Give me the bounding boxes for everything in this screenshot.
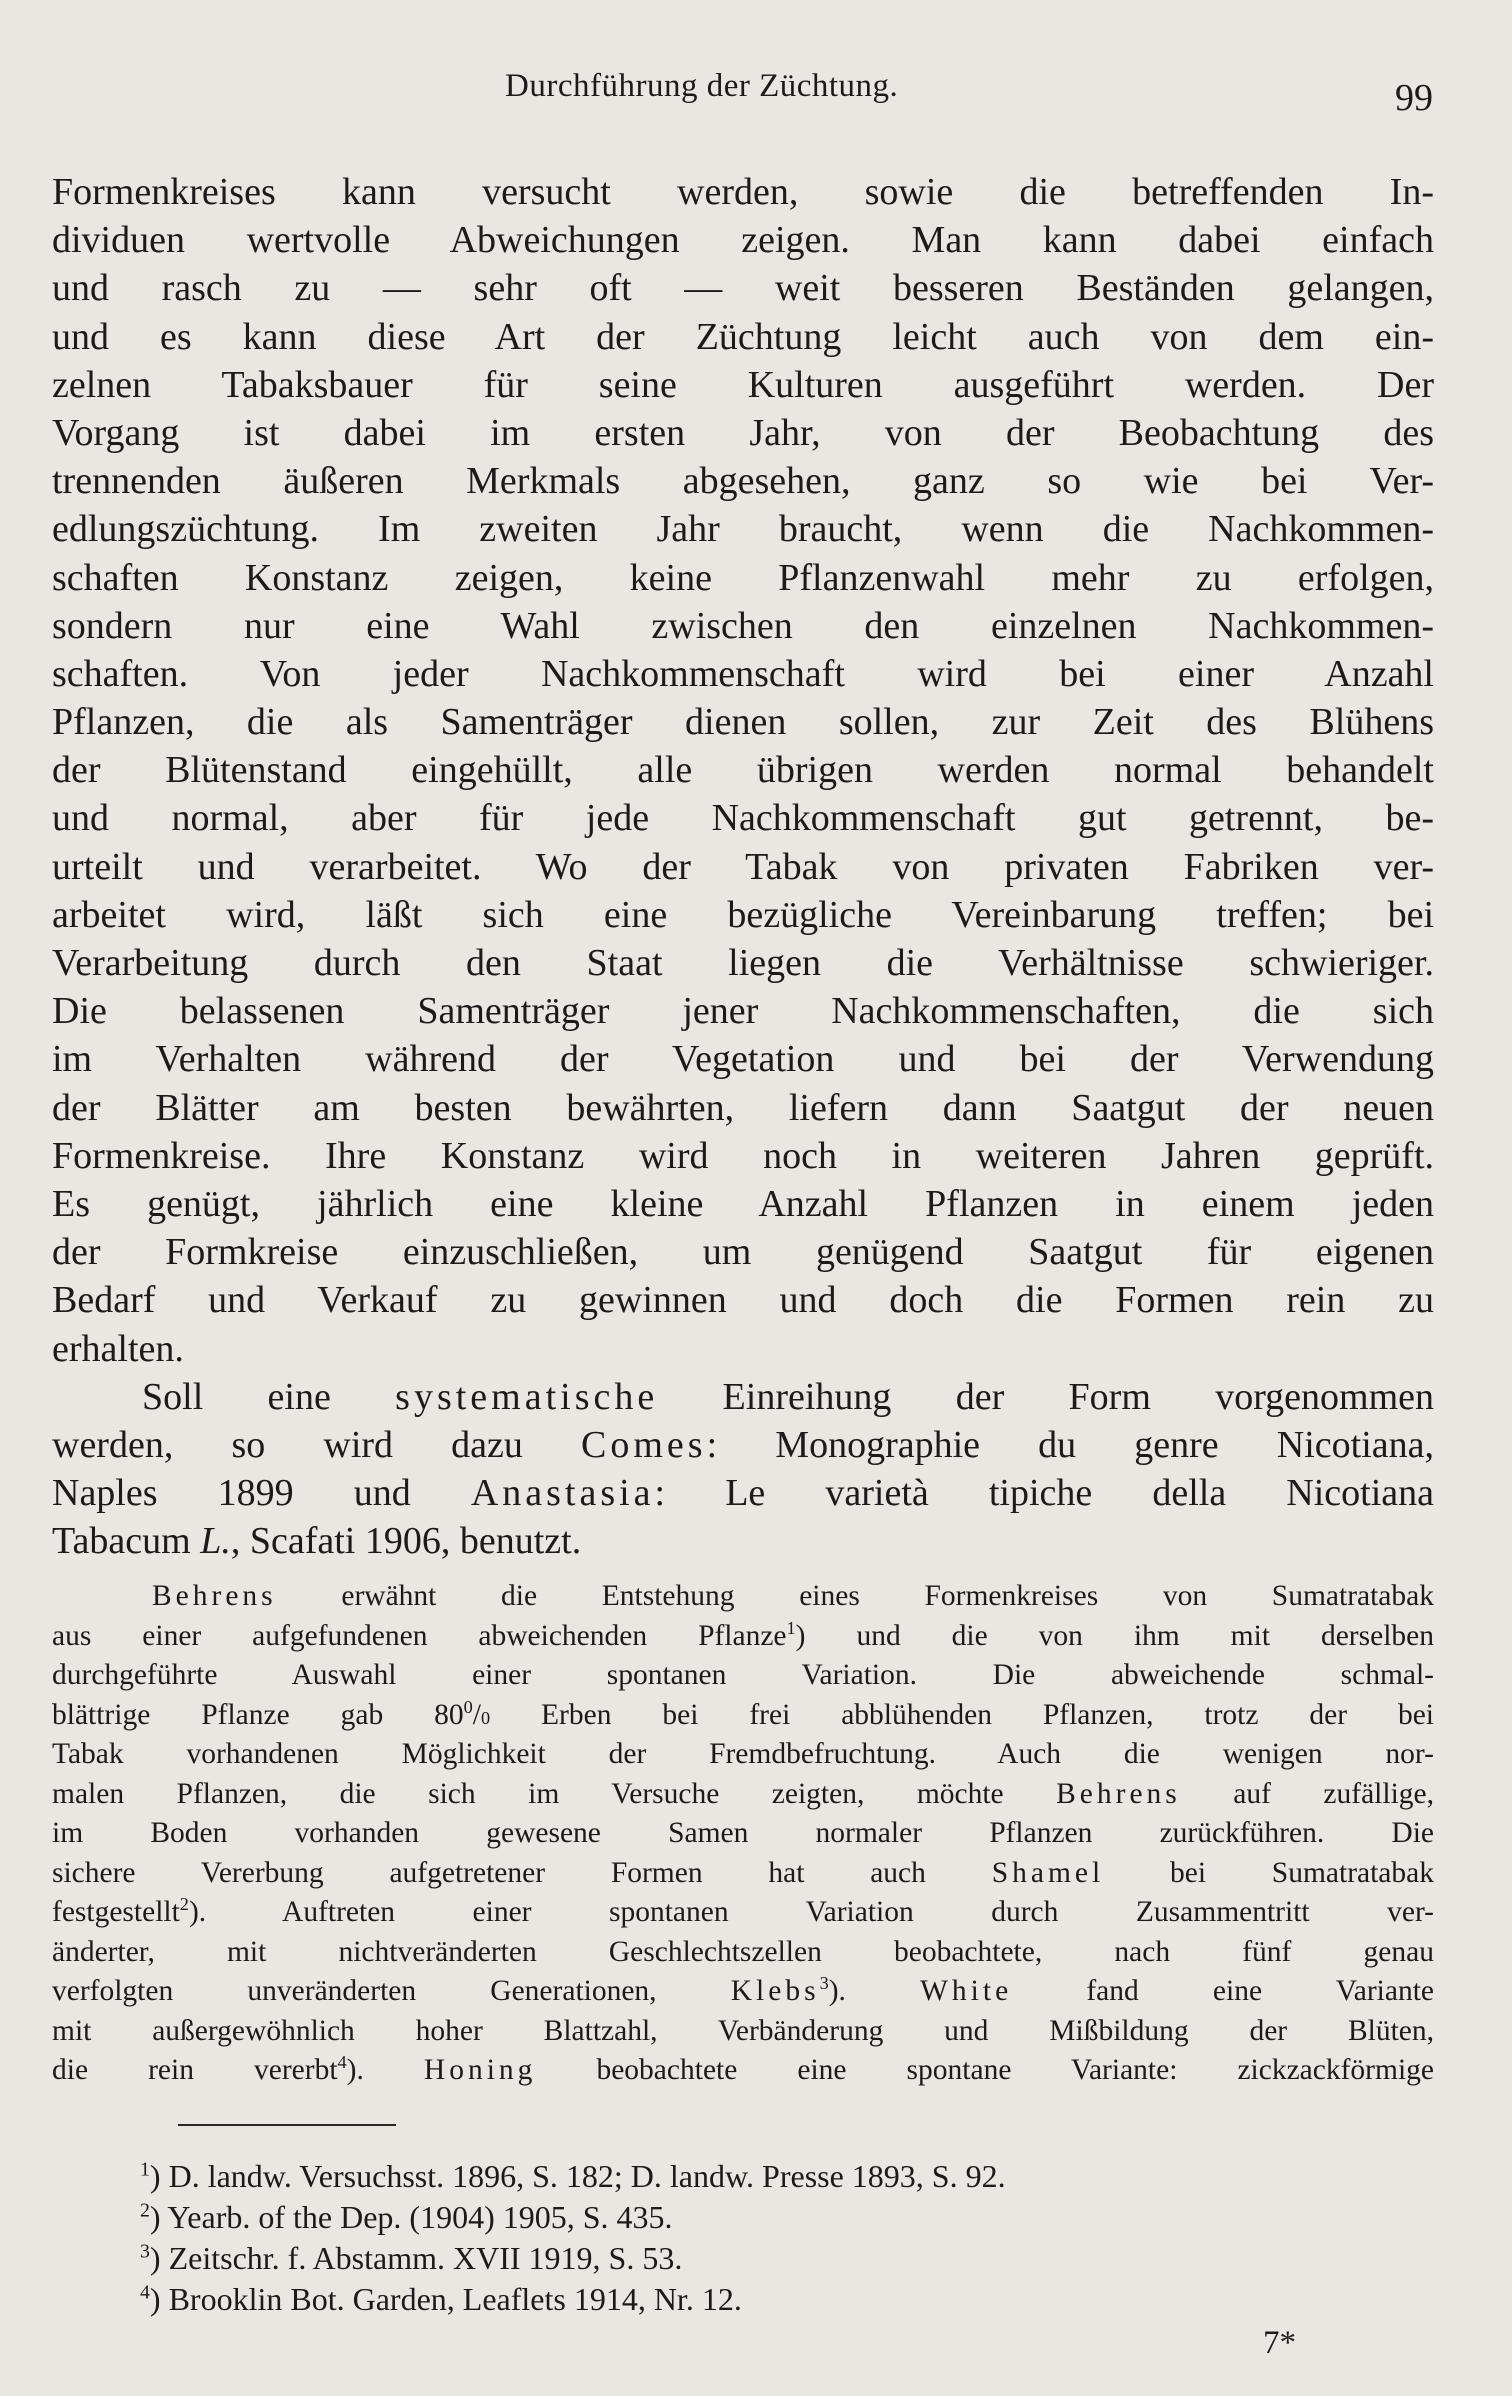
footnote-text: ) Zeitschr. f. Abstamm. XVII 1919, S. 53. (149, 2240, 683, 2276)
text-line: schaften. Von jeder Nachkommenschaft wird bei einer Anzahl (52, 652, 1434, 695)
text-run: fand eine Variante (1012, 1975, 1434, 2008)
author-name: White (920, 1975, 1013, 2008)
footnote-text: ) Brooklin Bot. Garden, Leaflets 1914, Nr. 12. (149, 2281, 742, 2317)
text-line: Formenkreise. Ihre Konstanz wird noch in weiteren Jahren geprüft. (52, 1134, 1434, 1177)
small-text-line: mit außergewöhnlich hoher Blattzahl, Verbänderung und Mißbildung der Blüten, (52, 2014, 1434, 2047)
text-line (52, 1373, 1434, 1421)
text-run: sichere Vererbung aufgetretener Formen hat auch (52, 1856, 992, 1889)
text-line: Es genügt, jährlich eine kleine Anzahl Pflanzen in einem jeden (52, 1182, 1434, 1225)
italic-abbreviation: L. (200, 1520, 231, 1563)
footnote-text: ) D. landw. Versuchsst. 1896, S. 182; D. landw. Presse 1893, S. 92. (149, 2158, 1006, 2194)
text-run: blättrige Pflanze gab 80 (52, 1698, 464, 1731)
text-line: edlungszüchtung. Im zweiten Jahr braucht, wenn die Nachkommen- (52, 508, 1434, 551)
main-paragraph (52, 168, 1434, 1565)
text-run: , Scafati 1906, benutzt. (230, 1520, 582, 1563)
text-line: Verarbeitung durch den Staat liegen die Verhältnisse schwieriger. (52, 942, 1434, 984)
spaced-term: systematische (395, 1375, 659, 1418)
text-run: auf zufällige, (1180, 1777, 1434, 1810)
text-run: bei Sumatratabak (1104, 1856, 1434, 1889)
running-title: Durchführung der Züchtung. (505, 68, 899, 104)
text-run: ). Auftreten einer spontanen Variation durch Zusammentritt ver- (188, 1896, 1434, 1929)
author-name: Honing (423, 2054, 537, 2087)
small-text-line (52, 1617, 1434, 1657)
author-name: Comes (581, 1423, 707, 1466)
text-line: der Blütenstand eingehüllt, alle übrigen werden normal behandelt (52, 749, 1434, 792)
percent-sub: 0 (480, 1707, 491, 1728)
text-run: aus einer aufgefundenen abweichenden Pflanze (52, 1619, 787, 1652)
text-line: Die belassenen Samenträger jener Nachkommenschaften, die sich (52, 990, 1434, 1033)
footnote-ref: 2 (179, 1894, 189, 1915)
text-run: Soll eine (142, 1375, 396, 1418)
footnote-ref: 3 (819, 1973, 829, 1994)
footnote-divider (178, 2124, 396, 2126)
text-run: : Monographie du genre Nicotiana, (706, 1423, 1434, 1466)
text-run: Naples 1899 und (52, 1472, 471, 1515)
footnote-ref: 4 (337, 2052, 347, 2073)
author-name: Behrens (152, 1580, 277, 1613)
text-run: erwähnt die Entstehung eines Formenkreises von Sumatratabak (276, 1580, 1434, 1613)
author-name: Shamel (991, 1856, 1105, 1889)
text-line: Formenkreises kann versucht werden, sowie die betreffenden In- (52, 171, 1434, 213)
footnote-mark: 1 (140, 2158, 150, 2181)
text-line: schaften Konstanz zeigen, keine Pflanzenwahl mehr zu erfolgen, (52, 556, 1434, 599)
text-line (52, 1421, 1434, 1469)
text-line: sondern nur eine Wahl zwischen den einzelnen Nachkommen- (52, 604, 1434, 647)
percent-slash: / (472, 1698, 481, 1731)
text-run: die rein vererbt (52, 2054, 338, 2087)
small-text-line: Tabak vorhandenen Möglichkeit der Fremdbefruchtung. Auch die wenigen nor- (52, 1738, 1434, 1771)
small-text-line (52, 1972, 1434, 2012)
footnote-mark: 2 (140, 2199, 150, 2222)
author-name: Anastasia (470, 1472, 655, 1515)
page-number: 99 (1395, 77, 1433, 119)
text-line: trennenden äußeren Merkmals abgesehen, ganz so wie bei Ver- (52, 460, 1434, 503)
footnote (140, 2156, 1380, 2197)
text-line: und es kann diese Art der Züchtung leicht auch von dem ein- (52, 315, 1434, 358)
text-run: Erben bei frei abblühenden Pflanzen, trotz der bei (490, 1698, 1434, 1731)
text-line (52, 1469, 1434, 1517)
author-name: Behrens (1056, 1777, 1181, 1810)
percent-sup: 0 (463, 1697, 473, 1718)
text-line: Vorgang ist dabei im ersten Jahr, von der Beobachtung des (52, 411, 1434, 454)
text-run: werden, so wird dazu (52, 1423, 582, 1466)
body-text (52, 168, 1434, 2091)
small-text-line: durchgeführte Auswahl einer spontanen Variation. Die abweichende schmal- (52, 1659, 1434, 1692)
text-line: der Blätter am besten bewährten, liefern dann Saatgut der neuen (52, 1086, 1434, 1129)
footnote-mark: 3 (140, 2240, 150, 2263)
author-name: Klebs (730, 1975, 820, 2008)
text-line: arbeitet wird, läßt sich eine bezügliche Vereinbarung treffen; bei (52, 893, 1434, 936)
text-run: ). (346, 2054, 424, 2087)
text-run: Einreihung der Form vorgenommen (658, 1375, 1434, 1418)
small-text-line (52, 1854, 1434, 1894)
text-run: Tabacum (52, 1520, 201, 1563)
text-line: der Formkreise einzuschließen, um genügend Saatgut für eigenen (52, 1231, 1434, 1274)
text-line: zelnen Tabaksbauer für seine Kulturen ausgeführt werden. Der (52, 363, 1434, 406)
text-run: : Le varietà tipiche della Nicotiana (654, 1472, 1434, 1515)
footnote (140, 2279, 1380, 2320)
text-line: dividuen wertvolle Abweichungen zeigen. Man kann dabei einfach (52, 219, 1434, 262)
text-run: malen Pflanzen, die sich im Versuche zeigten, möchte (52, 1777, 1057, 1810)
small-text-line (52, 1893, 1434, 1933)
small-text-line (52, 1696, 1434, 1736)
text-line: Bedarf und Verkauf zu gewinnen und doch die Formen rein zu (52, 1279, 1434, 1322)
text-line: Pflanzen, die als Samenträger dienen sollen, zur Zeit des Blühens (52, 701, 1434, 744)
footnote (140, 2197, 1380, 2238)
text-run: ) und die von ihm mit derselben (795, 1619, 1434, 1652)
small-print-paragraph (52, 1577, 1434, 2091)
text-line: im Verhalten während der Vegetation und bei der Verwendung (52, 1038, 1434, 1081)
text-run: beobachtete eine spontane Variante: zickzackförmige (536, 2054, 1434, 2087)
small-text-line (52, 2051, 1434, 2091)
footnote-text: ) Yearb. of the Dep. (1904) 1905, S. 435. (149, 2199, 673, 2235)
footnote (140, 2238, 1380, 2279)
small-text-line: änderter, mit nichtveränderten Geschlechtszellen beobachtete, nach fünf genau (52, 1935, 1434, 1968)
text-line: und rasch zu — sehr oft — weit besseren Beständen gelangen, (52, 267, 1434, 310)
text-run: ). (828, 1975, 921, 2008)
text-run: festgestellt (52, 1896, 180, 1929)
small-text-line (52, 1577, 1434, 1617)
signature-mark: 7* (1263, 2325, 1296, 2361)
text-line: erhalten. (52, 1327, 184, 1370)
footnotes (140, 2156, 1380, 2320)
footnote-mark: 4 (140, 2281, 150, 2304)
text-line: und normal, aber für jede Nachkommenschaft gut getrennt, be- (52, 797, 1434, 840)
text-line (52, 1517, 1434, 1565)
small-text-line (52, 1775, 1434, 1815)
footnote-ref: 1 (786, 1618, 796, 1639)
small-text-line: im Boden vorhanden gewesene Samen normaler Pflanzen zurückführen. Die (52, 1817, 1434, 1850)
text-run: verfolgten unveränderten Generationen, (52, 1975, 731, 2008)
running-head (0, 68, 1512, 120)
text-line: urteilt und verarbeitet. Wo der Tabak von privaten Fabriken ver- (52, 845, 1434, 888)
